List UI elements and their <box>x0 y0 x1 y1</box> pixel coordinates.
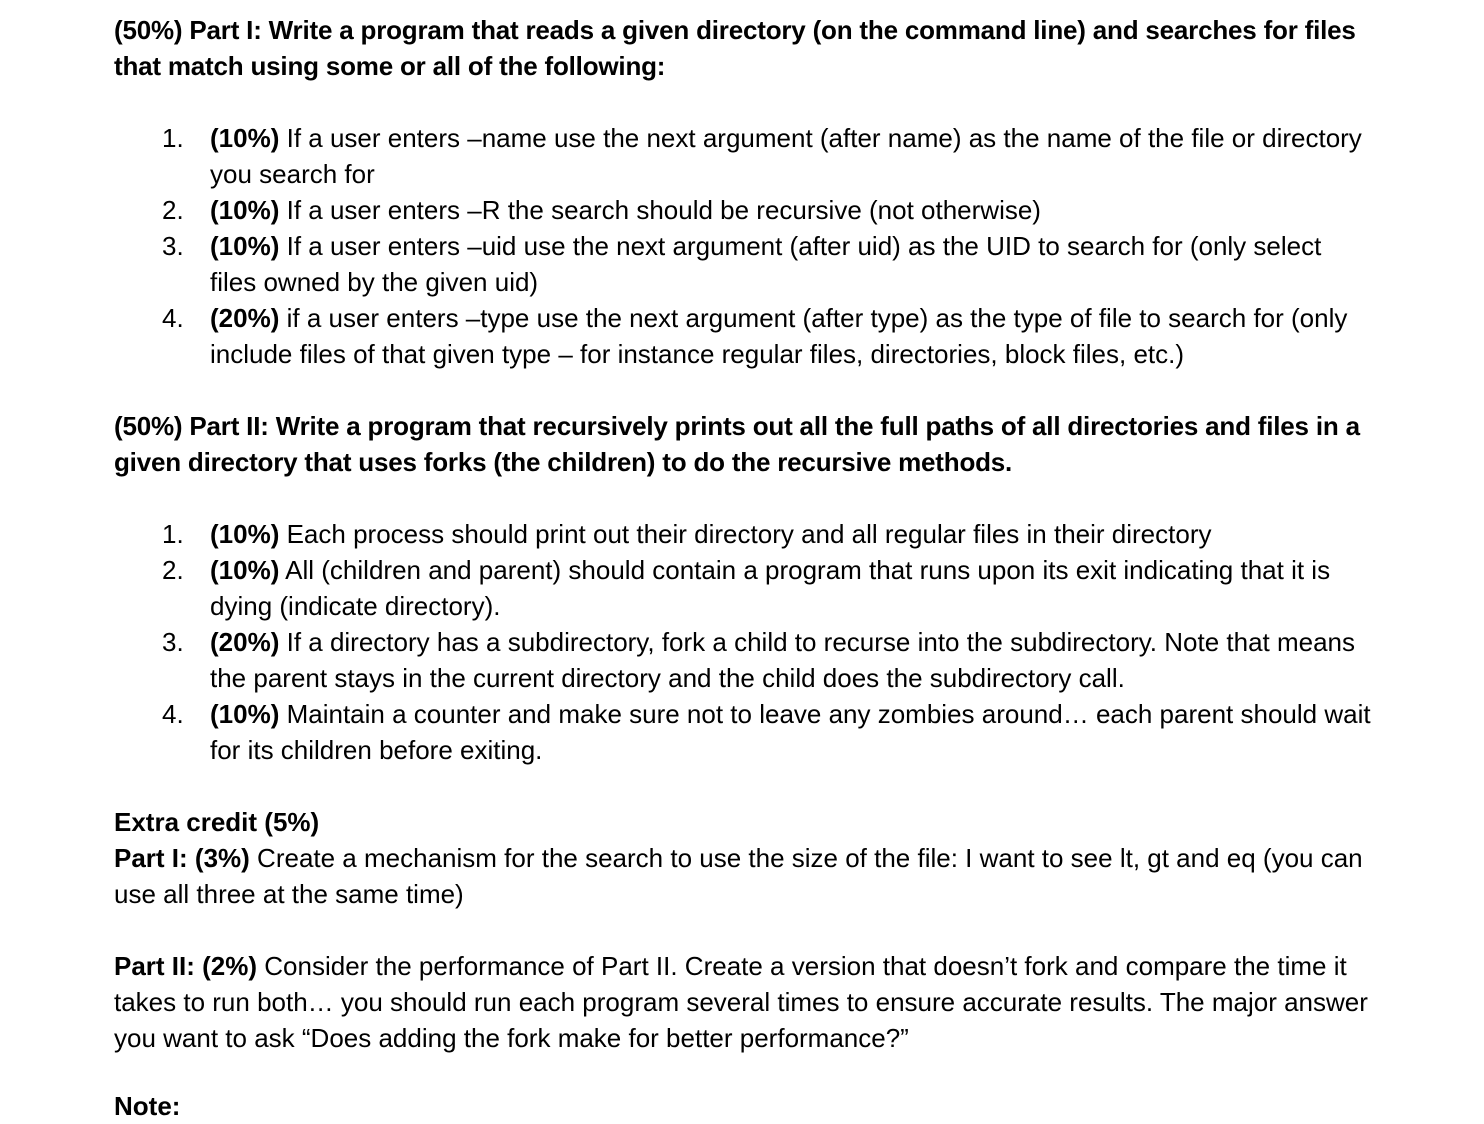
document-page <box>114 12 1374 1056</box>
list-item: 4. (10%) Maintain a counter and make sure not to leave any zombies around… each parent should wait for its children before exiting. <box>162 699 1371 765</box>
extra-credit-part2: Part II: (2%) Consider the performance of Part II. Create a version that doesn’t fork and compare the time it takes to run both… you should run each program several times to ensure accurate results. The major answer you want to ask “Does adding the fork make for better performance?” <box>114 951 1368 1053</box>
extra-credit-title: Extra credit (5%) <box>114 807 320 837</box>
extra-credit-part1: Part I: (3%) Create a mechanism for the search to use the size of the file: I want to see lt, gt and eq (you can use all three at the same time) <box>114 843 1363 909</box>
list-item: 4. (20%) if a user enters –type use the next argument (after type) as the type of file to search for (only include files of that given type – for instance regular files, directories, block files, etc.) <box>162 303 1348 369</box>
list-item: 3. (20%) If a directory has a subdirectory, fork a child to recurse into the subdirectory. Note that means the parent stays in the current directory and the child does the subdirectory call. <box>162 627 1356 693</box>
part2-list <box>114 516 1374 768</box>
list-item: 1. (10%) Each process should print out their directory and all regular files in their directory <box>162 519 1212 549</box>
part1-heading: (50%) Part I: Write a program that reads a given directory (on the command line) and searches for files that match using some or all of the following: <box>114 15 1356 81</box>
part2-heading: (50%) Part II: Write a program that recursively prints out all the full paths of all directories and files in a given directory that uses forks (the children) to do the recursive methods. <box>114 411 1360 477</box>
list-item: 3. (10%) If a user enters –uid use the next argument (after uid) as the UID to search for (only select files owned by the given uid) <box>162 231 1322 297</box>
part1-list <box>114 120 1374 372</box>
list-item: 1. (10%) If a user enters –name use the next argument (after name) as the name of the file or directory you search for <box>162 123 1362 189</box>
list-item: 2. (10%) All (children and parent) should contain a program that runs upon its exit indicating that it is dying (indicate directory). <box>162 555 1331 621</box>
list-item: 2. (10%) If a user enters –R the search should be recursive (not otherwise) <box>162 195 1041 225</box>
note-heading: Note: <box>114 1091 181 1121</box>
